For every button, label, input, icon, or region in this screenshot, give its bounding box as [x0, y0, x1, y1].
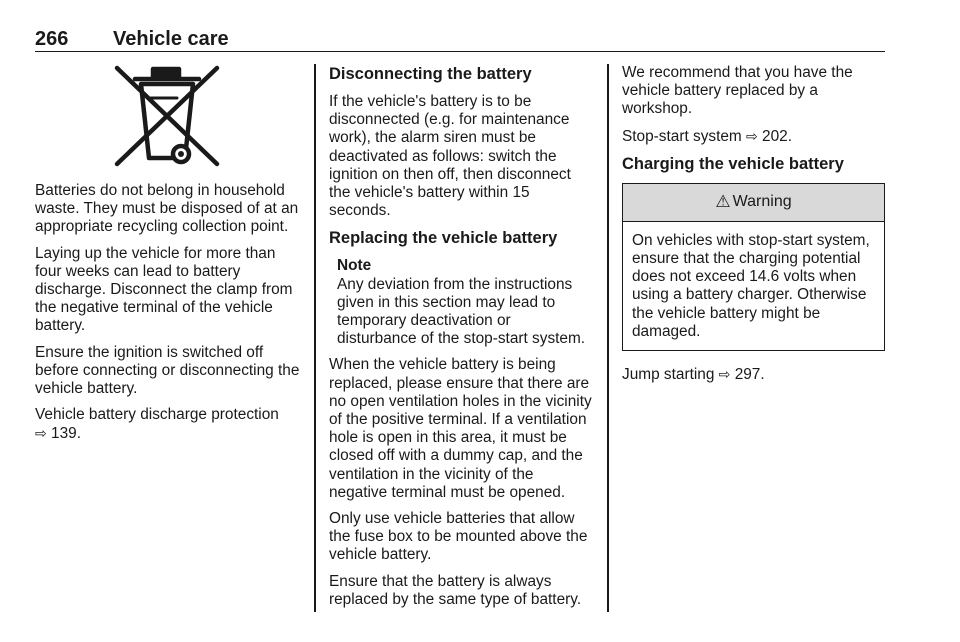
warning-header	[623, 184, 884, 222]
warning-triangle-icon: ⚠	[715, 192, 731, 212]
jump-starting-reference	[622, 365, 885, 384]
crossed-out-bin-icon	[111, 64, 223, 168]
laying-up-paragraph: Laying up the vehicle for more than four weeks can lead to battery discharge. Disconnect the clamp from the negative terminal of the vehicle battery.	[35, 244, 293, 335]
stop-start-reference	[622, 127, 885, 146]
arrow-reference-icon: ⇨	[35, 425, 47, 442]
discharge-protection-paragraph	[35, 406, 303, 443]
column-divider-1	[314, 64, 316, 612]
page-header	[35, 18, 885, 52]
replacing-heading: Replacing the vehicle battery	[329, 229, 558, 248]
ignition-paragraph: Ensure the ignition is switched off before connecting or disconnecting the vehicle battery.	[35, 343, 300, 398]
page-number: 266	[35, 28, 69, 50]
page-reference-link[interactable]: 139.	[51, 425, 81, 443]
workshop-paragraph: We recommend that you have the vehicle battery replaced by a workshop.	[622, 64, 853, 118]
fuse-box-paragraph: Only use vehicle batteries that allow the fuse box to be mounted above the vehicle battery.	[329, 510, 588, 564]
disconnecting-heading: Disconnecting the battery	[329, 65, 532, 83]
section-title: Vehicle care	[113, 28, 229, 50]
ventilation-paragraph: When the vehicle battery is being replaced, please ensure that there are no open ventilation holes in the vicinity of the positive terminal. If a ventilation hole is open in this area, it must be closed off with a dummy cap, and the ventilation in the vicinity of the negative terminal must be opened.	[329, 356, 592, 501]
disposal-paragraph: Batteries do not belong in household waste. They must be disposed of at an appropriate recycling collection point.	[35, 182, 299, 236]
column-1	[35, 64, 303, 452]
column-divider-2	[607, 64, 609, 612]
page-reference-link[interactable]: 202.	[762, 127, 793, 145]
disconnecting-paragraph: If the vehicle's battery is to be disconnected (e.g. for maintenance work), the alarm siren must be deactivated as follows: switch the ignition on then off, then disconnect the vehicle's battery within 15 seconds.	[329, 93, 571, 220]
warning-box	[622, 183, 885, 351]
jump-starting-text: Jump starting	[622, 366, 715, 384]
warning-title: Warning	[732, 193, 792, 211]
column-2	[329, 64, 594, 617]
note-text: Any deviation from the instructions given in this section may lead to temporary deactivation or disturbance of the stop-start system.	[337, 275, 586, 348]
same-type-paragraph: Ensure that the battery is always replaced by the same type of battery.	[329, 572, 582, 608]
page-reference-link[interactable]: 297.	[734, 366, 765, 384]
warning-text: On vehicles with stop-start system, ensure that the charging potential does not exceed 14.6 volts when using a battery charger. Otherwise the vehicle battery might be damaged.	[632, 231, 870, 340]
note-box	[329, 257, 594, 348]
arrow-reference-icon: ⇨	[718, 366, 731, 383]
charging-heading: Charging the vehicle battery	[622, 154, 844, 173]
note-title: Note	[337, 257, 372, 275]
stop-start-text: Stop-start system	[622, 127, 742, 145]
arrow-reference-icon: ⇨	[746, 127, 758, 144]
column-3	[622, 64, 885, 392]
discharge-protection-text: Vehicle battery discharge protection	[35, 406, 279, 424]
